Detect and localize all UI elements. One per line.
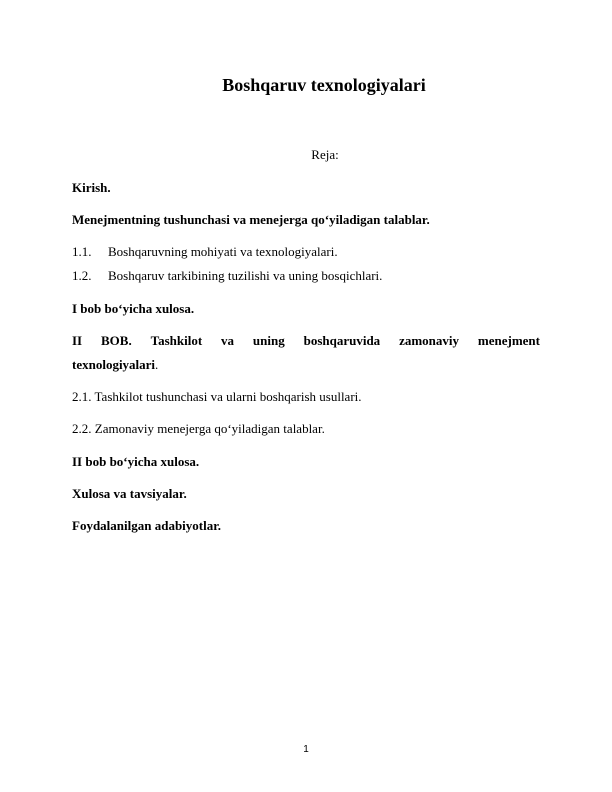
references-heading: Foydalanilgan adabiyotlar. xyxy=(72,518,222,533)
list-item-number: 1.2. xyxy=(72,268,92,283)
chapter2-title-continuation: texnologiyalari xyxy=(72,357,156,372)
list-item-number: 1.1. xyxy=(72,244,92,259)
list-item xyxy=(72,244,338,260)
list-item-text: Boshqaruv tarkibining tuzilishi va uning bosqichlari. xyxy=(108,268,383,283)
chapter2-item: 2.2. Zamonaviy menejerga qo‘yiladigan talablar. xyxy=(72,421,325,436)
intro-heading: Kirish. xyxy=(72,180,111,195)
chapter2-title-word: uning xyxy=(252,333,285,348)
chapter2-title-word: menejment xyxy=(477,333,540,348)
chapter2-title-word: Tashkilot xyxy=(150,333,203,348)
chapter1-conclusion: I bob bo‘yicha xulosa. xyxy=(72,301,195,316)
chapter2-title-word: va xyxy=(221,333,235,348)
conclusions-heading: Xulosa va tavsiyalar. xyxy=(72,486,187,501)
list-item xyxy=(72,268,382,284)
plan-label: Reja: xyxy=(311,147,339,162)
chapter2-conclusion: II bob bo‘yicha xulosa. xyxy=(72,454,200,469)
chapter1-title: Menejmentning tushunchasi va menejerga qo‘yiladigan talablar. xyxy=(72,212,430,227)
document-title: Boshqaruv texnologiyalari xyxy=(222,75,426,95)
list-item-text: Boshqaruvning mohiyati va texnologiyalari. xyxy=(108,244,338,259)
chapter2-title-period: . xyxy=(155,357,159,372)
page-number: 1 xyxy=(303,744,309,755)
chapter2-title-word: zamonaviy xyxy=(399,333,460,348)
chapter2-title-line1 xyxy=(72,333,540,349)
chapter2-title-word: boshqaruvida xyxy=(303,333,381,348)
chapter2-title-word: BOB. xyxy=(101,333,132,348)
chapter2-title-word: II xyxy=(72,333,83,348)
chapter2-item: 2.1. Tashkilot tushunchasi va ularni boshqarish usullari. xyxy=(72,389,362,404)
chapter2-title-line2 xyxy=(72,357,158,373)
